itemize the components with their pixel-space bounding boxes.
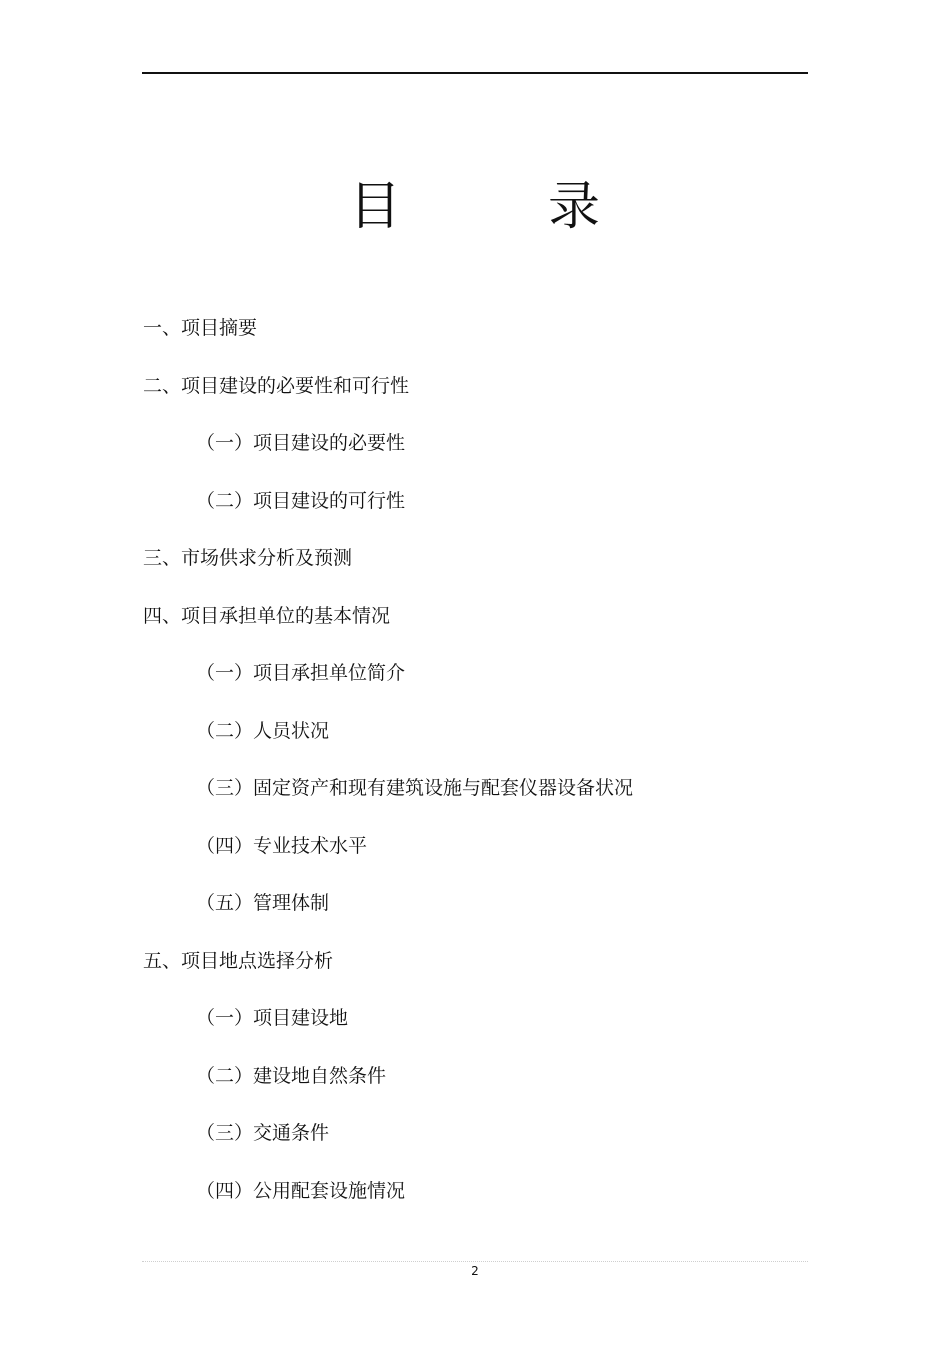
- toc-title-char-2: 录: [548, 177, 601, 237]
- toc-subentry[interactable]: （三）交通条件: [196, 1122, 330, 1144]
- toc-entry[interactable]: 一、项目摘要: [143, 317, 258, 339]
- toc-entry[interactable]: 五、项目地点选择分析: [143, 950, 334, 972]
- toc-entry[interactable]: 二、项目建设的必要性和可行性: [143, 375, 410, 397]
- toc-subentry[interactable]: （四）公用配套设施情况: [196, 1180, 406, 1202]
- toc-subentry[interactable]: （一）项目承担单位简介: [196, 662, 406, 684]
- toc-subentry[interactable]: （二）建设地自然条件: [196, 1065, 387, 1087]
- toc-title-char-1: 目: [349, 177, 402, 237]
- toc-entry[interactable]: 四、项目承担单位的基本情况: [143, 605, 391, 627]
- toc-subentry[interactable]: （二）项目建设的可行性: [196, 490, 406, 512]
- toc-title: [0, 172, 950, 242]
- toc-subentry[interactable]: （三）固定资产和现有建筑设施与配套仪器设备状况: [196, 777, 634, 799]
- toc-subentry[interactable]: （五）管理体制: [196, 892, 330, 914]
- toc-subentry[interactable]: （四）专业技术水平: [196, 835, 368, 857]
- toc-subentry[interactable]: （二）人员状况: [196, 720, 330, 742]
- toc-subentry[interactable]: （一）项目建设的必要性: [196, 432, 406, 454]
- page-number: 2: [471, 1264, 479, 1278]
- toc-entry[interactable]: 三、市场供求分析及预测: [143, 547, 353, 569]
- toc-subentry[interactable]: （一）项目建设地: [196, 1007, 349, 1029]
- footer-rule: [142, 1261, 808, 1262]
- header-rule: [142, 72, 808, 74]
